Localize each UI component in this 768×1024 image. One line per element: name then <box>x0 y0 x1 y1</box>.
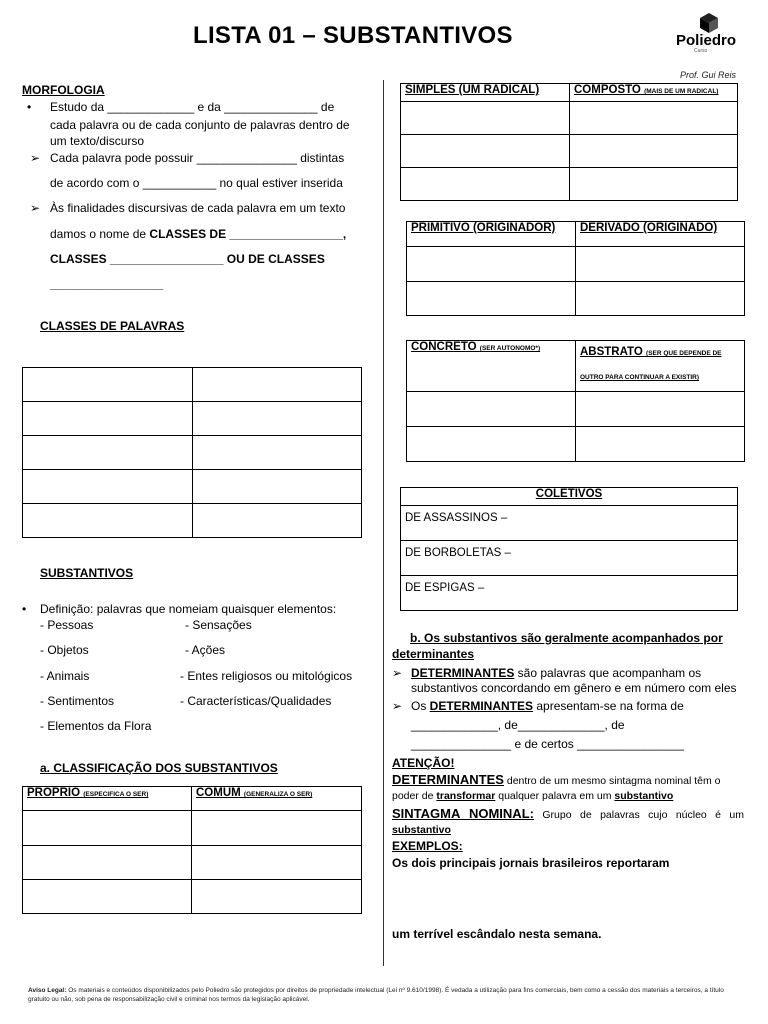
comum-header <box>192 787 362 811</box>
morfologia-line9: _________________ <box>50 277 164 291</box>
proprio-header <box>23 787 192 811</box>
comum-note: (GENERALIZA O SER) <box>243 791 313 798</box>
classes-table <box>22 367 362 538</box>
atencao-text-b: dentro de um mesmo sintagma nominal têm o poder de <box>392 775 721 802</box>
coletivo-espigas: DE ESPIGAS – <box>401 576 738 611</box>
bullet-icon: • <box>22 602 27 616</box>
proprio-label: PROPRIO <box>27 787 84 799</box>
classes-heading: CLASSES DE PALAVRAS <box>40 319 185 333</box>
abstrato-label: ABSTRATO <box>580 346 647 358</box>
table-cell <box>576 247 745 282</box>
professor-name: Prof. Gui Reis <box>680 70 737 80</box>
abstrato-header <box>576 341 745 392</box>
concreto-abstrato-table <box>406 340 745 462</box>
classificacao-heading: a. CLASSIFICAÇÃO DOS SUBSTANTIVOS <box>40 761 278 775</box>
concreto-header <box>407 341 576 392</box>
list-item: - Sentimentos <box>40 694 115 708</box>
determinantes-def-text: são palavras que acompanham os substantivos concordando em gênero e em número com eles <box>411 666 737 695</box>
morfologia-line7 <box>50 227 375 241</box>
list-item: - Ações <box>185 643 226 657</box>
atencao-text <box>392 772 744 804</box>
morfologia-line2: cada palavra ou de cada conjunto de palavras dentro de <box>50 118 350 132</box>
table-cell <box>192 846 362 880</box>
substantivos-heading: SUBSTANTIVOS <box>40 566 134 580</box>
morfologia-line4: Cada palavra pode possuir _______________ distintas <box>50 151 345 165</box>
determinantes-def <box>411 666 756 696</box>
logo-sub: Curso <box>694 48 708 54</box>
exemplo-line2: um terrível escândalo nesta semana. <box>392 927 602 941</box>
bullet-icon: • <box>27 100 32 114</box>
simples-composto-table <box>400 83 738 201</box>
list-item: - Características/Qualidades <box>180 694 332 708</box>
list-item: - Animais <box>40 669 90 683</box>
logo-word: Poliedro <box>676 32 737 49</box>
arrow-bullet-icon: ➢ <box>392 699 403 713</box>
definicao-text: Definição: palavras que nomeiam quaisquer elementos: <box>40 602 337 616</box>
table-cell <box>407 427 576 462</box>
table-cell <box>192 470 362 504</box>
determinantes-forma <box>411 699 756 713</box>
proprio-comum-table <box>22 786 362 914</box>
column-divider <box>383 80 384 966</box>
table-cell <box>407 282 576 316</box>
table-cell <box>570 168 738 201</box>
table-cell <box>23 436 193 470</box>
arrow-bullet-icon: ➢ <box>30 201 41 215</box>
forma-term: DETERMINANTES <box>429 699 534 713</box>
arrow-bullet-icon: ➢ <box>392 666 403 680</box>
table-cell <box>23 880 192 914</box>
forma-line3: _______________ e de certos ________________ <box>411 737 684 751</box>
atencao-heading: ATENÇÃO! <box>392 756 455 770</box>
sintagma-text <box>392 806 744 838</box>
forma-line2: _____________, de_____________, de <box>411 718 625 732</box>
coletivo-borboletas: DE BORBOLETAS – <box>401 541 738 576</box>
forma-text-a: Os <box>411 699 430 713</box>
page-title: LISTA 01 – SUBSTANTIVOS <box>193 22 513 49</box>
atencao-substantivo: substantivo <box>614 790 674 802</box>
composto-label: COMPOSTO <box>574 84 645 96</box>
table-cell <box>570 135 738 168</box>
primitivo-derivado-table <box>406 221 745 316</box>
table-cell <box>401 168 570 201</box>
list-item: - Sensações <box>185 618 252 632</box>
table-cell <box>576 427 745 462</box>
table-cell <box>576 282 745 316</box>
table-cell <box>23 846 192 880</box>
forma-text-c: apresentam-se na forma de <box>533 699 684 713</box>
cube-logo-icon <box>698 12 720 34</box>
table-cell <box>192 436 362 470</box>
sintagma-term: SINTAGMA NOMINAL: <box>392 806 534 821</box>
atencao-transformar: transformar <box>436 790 496 802</box>
morfologia-line1: Estudo da _____________ e da ______________ de <box>50 100 335 114</box>
concreto-note: (SER AUTONOMO*) <box>479 345 541 352</box>
morfologia-line8: CLASSES _________________ OU DE CLASSES <box>50 252 325 266</box>
coletivos-table <box>400 487 738 611</box>
table-cell <box>23 811 192 846</box>
legal-label: Aviso Legal: <box>28 987 67 994</box>
table-cell <box>192 504 362 538</box>
abstrato-note: (SER QUE DEPENDE DE OUTRO PARA CONTINUAR A EXISTIR) <box>580 350 722 381</box>
table-cell <box>23 402 193 436</box>
coletivo-assassinos: DE ASSASSINOS – <box>401 506 738 541</box>
atencao-term: DETERMINANTES <box>392 772 504 787</box>
primitivo-header: PRIMITIVO (ORIGINADOR) <box>407 222 576 247</box>
concreto-label: CONCRETO <box>411 341 480 353</box>
list-item: - Pessoas <box>40 618 94 632</box>
sintagma-substantivo: substantivo <box>392 824 451 836</box>
list-item: - Elementos da Flora <box>40 719 152 733</box>
legal-notice <box>28 986 740 1004</box>
sintagma-text-b: Grupo de palavras cujo núcleo é um <box>533 809 745 821</box>
morfologia-line6: Às finalidades discursivas de cada palavra em um texto <box>50 201 346 215</box>
table-cell <box>192 811 362 846</box>
composto-header <box>570 84 738 102</box>
legal-text: Os materiais e conteúdos disponibilizados pelo Poliedro são protegidos por direitos de propriedade intelectual (Lei nº 9.610/1998). É vedada a utilização para fins comerciais, bem como a cessão dos materiais a terceiros, a título gratuito ou não, sob pena de responsabilização civil e criminal nos termos da legislação aplicável. <box>28 987 724 1003</box>
morfologia-line3: um texto/discurso <box>50 134 145 148</box>
table-cell <box>401 102 570 135</box>
list-item: - Entes religiosos ou mitológicos <box>180 669 353 683</box>
table-cell <box>23 504 193 538</box>
coletivos-header: COLETIVOS <box>401 488 738 506</box>
table-cell <box>401 135 570 168</box>
table-cell <box>192 368 362 402</box>
determinantes-heading: b. Os substantivos são geralmente acompanhados por determinantes <box>392 631 723 661</box>
proprio-note: (ESPECIFICA O SER) <box>83 791 149 798</box>
list-item: - Objetos <box>40 643 89 657</box>
poliedro-logo <box>676 12 746 54</box>
composto-note: (MAIS DE UM RADICAL) <box>644 88 719 95</box>
arrow-bullet-icon: ➢ <box>30 151 41 165</box>
determinantes-term: DETERMINANTES <box>411 666 515 680</box>
table-cell <box>570 102 738 135</box>
line7-bold: CLASSES DE _________________, <box>149 227 347 241</box>
table-cell <box>576 392 745 427</box>
exemplos-heading: EXEMPLOS: <box>392 839 463 853</box>
comum-label: COMUM <box>196 787 244 799</box>
morfologia-line5: de acordo com o ___________ no qual estiver inserida <box>50 176 343 190</box>
table-cell <box>407 392 576 427</box>
derivado-header: DERIVADO (ORIGINADO) <box>576 222 745 247</box>
exemplo-line1: Os dois principais jornais brasileiros reportaram <box>392 856 670 870</box>
line7-text: damos o nome de <box>50 227 150 241</box>
table-cell <box>192 402 362 436</box>
morfologia-heading: MORFOLOGIA <box>22 83 105 97</box>
table-cell <box>23 368 193 402</box>
table-cell <box>407 247 576 282</box>
simples-header: SIMPLES (UM RADICAL) <box>401 84 570 102</box>
atencao-text-d: qualquer palavra em um <box>495 790 615 802</box>
table-cell <box>23 470 193 504</box>
table-cell <box>192 880 362 914</box>
